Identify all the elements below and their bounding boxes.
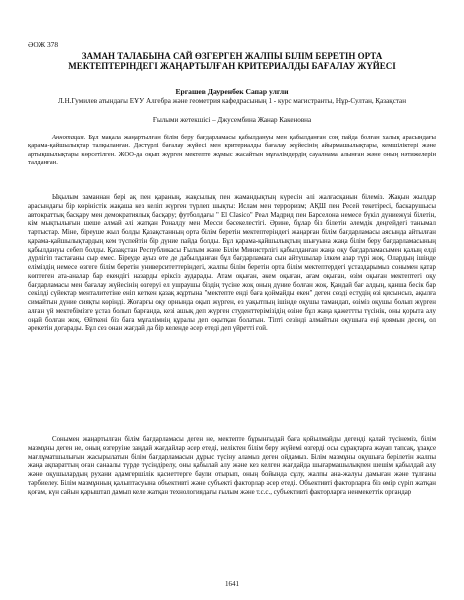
page-number: 1641 (225, 580, 239, 588)
author-affiliation: Л.Н.Гумилев атындағы ЕҰУ Алгебра және геометрия кафедрасының 1 - курс магистранты, Нұр-Султан, Қазақстан (58, 97, 406, 105)
abstract (28, 134, 436, 167)
abstract-label: Аннотация. (52, 134, 86, 141)
scientific-advisor: Ғылыми жетекшісі – Джусембина Жанар Какеновна (152, 116, 312, 124)
udk-code: ӘОЖ 378 (28, 40, 59, 49)
author-name: Ергашев Дауренбек Сапар улгли (175, 87, 289, 96)
abstract-text: Бұл мақала жаңартылған білім беру бағдарламасы қабылдануы мен қабылданған соң пайда болған халық арасындағы қарама-қайшылықтар талқыланған. Дәстүрлі бағалау жүйесі мен критериалды бағалау жүйесінің айырмашылықтары, кемшіліктері және артықшылықтары көрсетілген. ЖОО-да оқып жүрген мектепте жұмыс жасайтын мұғалімдердің сауалнама алынған және оның нәтижелерін талданған. (28, 134, 436, 166)
body-paragraph: Сонымен жаңартылған білім бағдарламасы деген не, мектепте бұрынғыдай баға қойылмайды дегенді қалай түсінеміз, білім мазмұны деген не, оның өзгеруіне заңдай жағдайлар әсер етеді, неліктен білім беру жүйемі өзгерді осы сұрақтарға жауап тапсақ, ұзақсе мағлұматшылығын жасырылатын білім бағдарламасын дұрыс түсіну аламыз деген ойдамыз. Білім мазмұны оқушыға берілетін жалпы жаңа ақпараттың оған санаалы түрде түсіндірелу, оны қабылай алу және кез келген жағдайда шығармашылықпен шешім қабылдай алу және оқушылардың рухани адамгершілік қасиеттерге баули отырып, оның бойында сұлу, жалпы ана-жалуы дамыған және тұлғаны тәрбиелеу. Білім мазмұнның қалыптасуына объективті және субъекті факторлар әсер етеді. Объективті факторларға біз өмір сүріп жатқан қоғам, күн сайын қарыштап дамып келе жатқан технологиядағы ғылым және т.с.с., субъективті факторларға ненмекеттік органдар (28, 436, 436, 496)
body-paragraph: Ықылым заманнан бері ақ пен қараның, жақсылық пен жамандықтың күресін әлі жалғасқанын білеміз. Жақын жылдар арасындағы бір көріністік жақаша кез келіп жүрген түрлеп шықты: Ислам мен терроризм; АҚШ пен Ресей текетіресі, баскарушысы автократтық басқару мен демократиялық басқару; футболдағы " El Clasico" Реал Мадрид пен Барселона немесе бүкіл дүниежүзі білетін, кім мықтылығын шеше алмай әлі жатқан Роналду мен Месси бәсекелестігі. Әрине, бұлар біз білетін әлемдік деңгейдегі танымал тартыстар. Міне, біреуше жыл болды Қазақстанның орта білім беретін мектептеріндегі жаңарған білім бағдарламасы аясында айтылған қарама-қайшылықтардың кем түспейтін бір дүние пайда болды. Бұл қарама-қайшылықтың шығуына жаңа білім беру бағдарламасының қабылдануы себеп болды. Қазақстан Республикасы Ғылым және Білім Министрлігі қабылданған жаңа оқу бағдарламасымен қалың елді дүрлігіп тастағаны сыр емес. Біреуде ауыз өте де дабылданған бұл бағдарламаға сын айтушылар ілкем азар түрі жоқ. Олардың ішінде еліміздің немесе өзгеге білім беретін университеттеріндегі, жалпы білім беретін орта білім мектептердегі ұстаздарымыз сонымен қатар көптеген ата-аналар бар екендігі назарды еріксіз аударады. Атам оқыған, әкем оқыған, ағам оқыған, өзім оқыған мектептегі оқу бағдарламасы мен бағалау жүйесінің өзгеруі ел ушраушы біздің түсіне жоқ оның дүние болған жоқ. Қандай бағ алдың, қанша бесік бар секілді сүйектар менталитетіне еніп кеткен қазақ жұртына "мектепте енді баға қоймайды екен" деген сөзді естудің өзі қисынсыз, ақылға симайтын дүние сияқты көрінді. Жоғарғы оқу орнында оқып жүрген, ез уақытпың ішінде оқушы тамандап, өзіміз оқушы болып жүрген алған үй мектебімізге ұстаз болып барғанда, кезі ашық деп жүрген студенттерімізідің өзіне бұл жаңа қажеттты түсінік, оны қорыта алу оңай болған жоқ. Өйткені біз баға мұғалімнің құралы деп оқытқан болатын. Тіпті сезінді алмайтын оқушыға еңі қоямын десең, ол әрекетін догарады. Бұл сез онан жағдай да бір келенде әсер етеді деп үйретті ғой. (28, 194, 436, 333)
article-title: ЗАМАН ТАЛАБЫНА САЙ ӨЗГЕРГЕН ЖАЛПЫ БІЛІМ БЕРЕТІН ОРТА МЕКТЕПТЕРІНДЕГІ ЖАҢАРТЫЛҒАН КРИТЕРИАЛДЫ БАҒАЛАУ ЖҮЙЕСІ (68, 51, 396, 72)
